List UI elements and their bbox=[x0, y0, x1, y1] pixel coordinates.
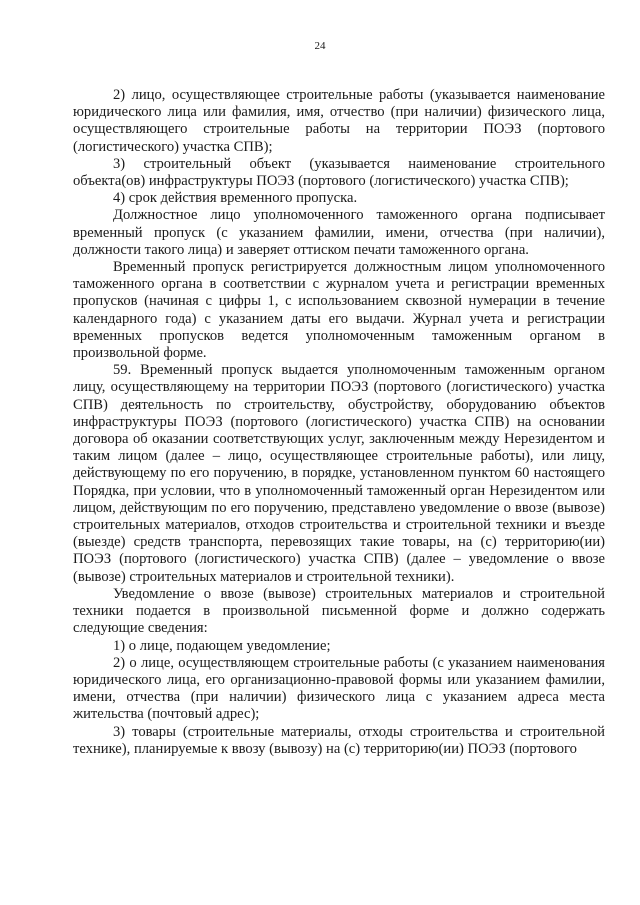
paragraph-notification-form: Уведомление о ввозе (вывозе) строительных материалов и строительной техники подается в произвольной письменной форме и должно содержать следующие сведения: bbox=[73, 585, 605, 637]
paragraph-registration: Временный пропуск регистрируется должностным лицом уполномоченного таможенного органа в соответствии с журналом учета и регистрации временных пропусков (начиная с цифры 1, с использованием сквозной нумерации в течение календарного года) с указанием даты его выдачи. Журнал учета и регистрации временных пропусков ведется уполномоченным таможенным органом в произвольной форме. bbox=[73, 259, 605, 362]
document-body bbox=[73, 87, 605, 758]
paragraph-clause-59: 59. Временный пропуск выдается уполномоченным таможенным органом лицу, осуществляющему на территории ПОЭЗ (портового (логистического) участка СПВ) деятельность по строительству, обустройству, оборудованию объектов инфраструктуры ПОЭЗ (портового (логистического) участка СПВ) на основании договора об оказании соответствующих услуг, заключенным между Нерезидентом и таким лицом (далее – лицо, осуществляющее строительные работы), или лицу, действующему по его поручению, в порядке, установленном пунктом 60 настоящего Порядка, при условии, что в уполномоченный таможенный орган Нерезидентом или лицом, действующим по его поручению, представлено уведомление о ввозе (вывозе) строительных материалов, отходов строительства и строительной техники и въезде (выезде) средств транспорта, перевозящих такие товары, на (с) территорию(ии) ПОЭЗ (портового (логистического) участка СПВ) (далее – уведомление о ввозе (вывозе) строительных материалов и строительной техники). bbox=[73, 362, 605, 585]
paragraph-item-3: 3) строительный объект (указывается наименование строительного объекта(ов) инфраструктуры ПОЭЗ (портового (логистического) участка СПВ); bbox=[73, 155, 605, 190]
paragraph-signing: Должностное лицо уполномоченного таможенного органа подписывает временный пропуск (с указанием фамилии, имени, отчества (при наличии), должности такого лица) и заверяет оттиском печати таможенного органа. bbox=[73, 207, 605, 258]
page-number: 24 bbox=[314, 40, 326, 52]
paragraph-notification-item-2: 2) о лице, осуществляющем строительные работы (с указанием наименования юридического лица, его организационно-правовой формы или указанием фамилии, имени, отчества (при наличии) физического лица с указанием адреса места жительства (почтовый адрес); bbox=[73, 654, 605, 723]
paragraph-item-2: 2) лицо, осуществляющее строительные работы (указывается наименование юридического лица или фамилия, имя, отчество (при наличии) физического лица, осуществляющего строительные работы на территории ПОЭЗ (портового (логистического) участка СПВ); bbox=[73, 87, 605, 155]
paragraph-notification-item-3: 3) товары (строительные материалы, отходы строительства и строительной технике), планируемые к ввозу (вывозу) на (с) территорию(ии) ПОЭЗ (портового bbox=[73, 723, 605, 757]
paragraph-notification-item-1: 1) о лице, подающем уведомление; bbox=[113, 637, 331, 654]
paragraph-item-4: 4) срок действия временного пропуска. bbox=[113, 190, 358, 207]
